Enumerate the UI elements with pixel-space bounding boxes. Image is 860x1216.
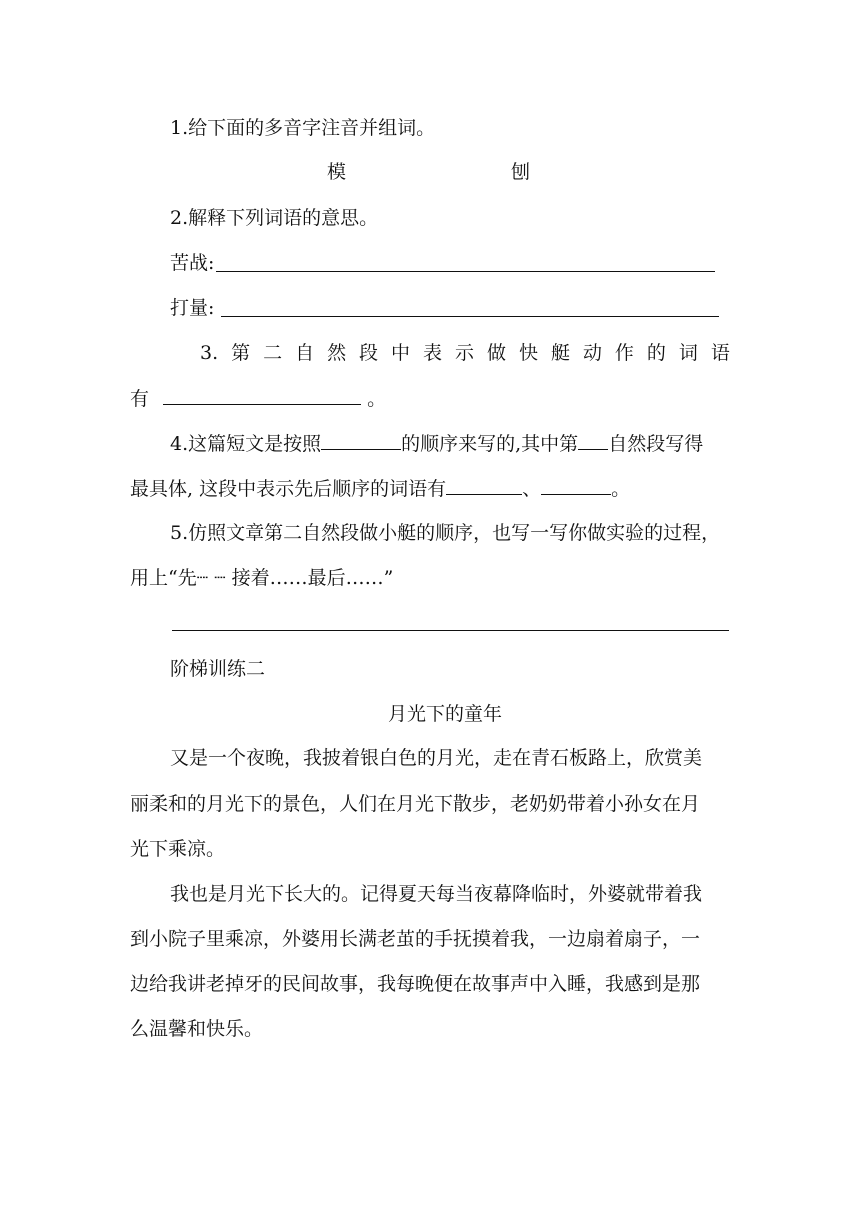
q4-blank-paragraph[interactable]: [578, 431, 608, 450]
polyphone-char-2: 刨: [511, 161, 531, 183]
q4-text: 。: [611, 478, 631, 500]
q3-char: 第: [231, 342, 251, 364]
passage-line: 我也是月光下长大的。记得夏天每当夜幕降临时，外婆就带着我: [170, 883, 703, 905]
q3-char: 语: [710, 342, 730, 364]
passage-line: 丽柔和的月光下的景色，人们在月光下散步，老奶奶带着小孙女在月: [130, 793, 701, 815]
q4-text: 的顺序来写的,其中第: [401, 433, 579, 455]
question-4-line-2: [130, 476, 630, 501]
q3-char: 艇: [550, 342, 570, 364]
term-2-label: 打量:: [170, 297, 215, 319]
q3-char: 示: [455, 342, 475, 364]
section-heading: 阶梯训练二: [170, 658, 266, 680]
question-3-line-2: [130, 386, 386, 411]
q5-answer-line[interactable]: [172, 630, 729, 631]
q4-text: 最具体, 这段中表示先后顺序的词语有: [130, 478, 447, 500]
q3-char: 快: [518, 342, 538, 364]
question-1: 1.给下面的多音字注音并组词。: [170, 117, 436, 139]
q4-text: 自然段写得: [608, 433, 704, 455]
passage-line: 光下乘凉。: [130, 838, 226, 860]
q3-char: 词: [678, 342, 698, 364]
passage-line: 边给我讲老掉牙的民间故事，我每晚便在故事声中入睡，我感到是那: [130, 973, 701, 995]
question-3-line-1: [200, 341, 730, 365]
passage-title: 月光下的童年: [388, 703, 503, 725]
q3-char: 做: [486, 342, 506, 364]
q4-text: 4.这篇短文是按照: [170, 433, 322, 455]
passage-line: 么温馨和快乐。: [130, 1018, 264, 1040]
term-2-answer-line[interactable]: [221, 316, 719, 317]
passage-line: 又是一个夜晚，我披着银白色的月光，走在青石板路上，欣赏美: [170, 747, 703, 769]
q3-answer-blank[interactable]: [163, 386, 361, 405]
q4-blank-word-1[interactable]: [446, 476, 522, 495]
q3-char: 表: [423, 342, 443, 364]
question-4-line-1: [170, 431, 703, 456]
term-1-label: 苦战:: [170, 252, 215, 274]
passage-line: 到小院子里乘凉，外婆用长满老茧的手抚摸着我，一边扇着扇子，一: [130, 928, 701, 950]
q3-char: 段: [359, 342, 379, 364]
q3-char: 3.: [200, 342, 219, 364]
q3-char: 动: [582, 342, 602, 364]
q3-char: 作: [614, 342, 634, 364]
q3-char: 二: [263, 342, 283, 364]
q4-text: 、: [522, 478, 542, 500]
q3-char: 中: [391, 342, 411, 364]
polyphone-char-1: 模: [327, 161, 347, 183]
question-5-line-2: 用上“先┈ ┈ 接着……最后……”: [130, 567, 394, 589]
q3-char: 然: [327, 342, 347, 364]
q3-char: 自: [295, 342, 315, 364]
q3-prefix: 有: [130, 388, 150, 410]
question-5-line-1: 5.仿照文章第二自然段做小艇的顺序，也写一写你做实验的过程，: [170, 522, 721, 544]
term-1-answer-line[interactable]: [216, 271, 715, 272]
question-2: 2.解释下列词语的意思。: [170, 207, 379, 229]
q3-end: 。: [367, 388, 387, 410]
q3-char: 的: [646, 342, 666, 364]
q4-blank-order[interactable]: [321, 431, 401, 450]
q4-blank-word-2[interactable]: [541, 476, 611, 495]
